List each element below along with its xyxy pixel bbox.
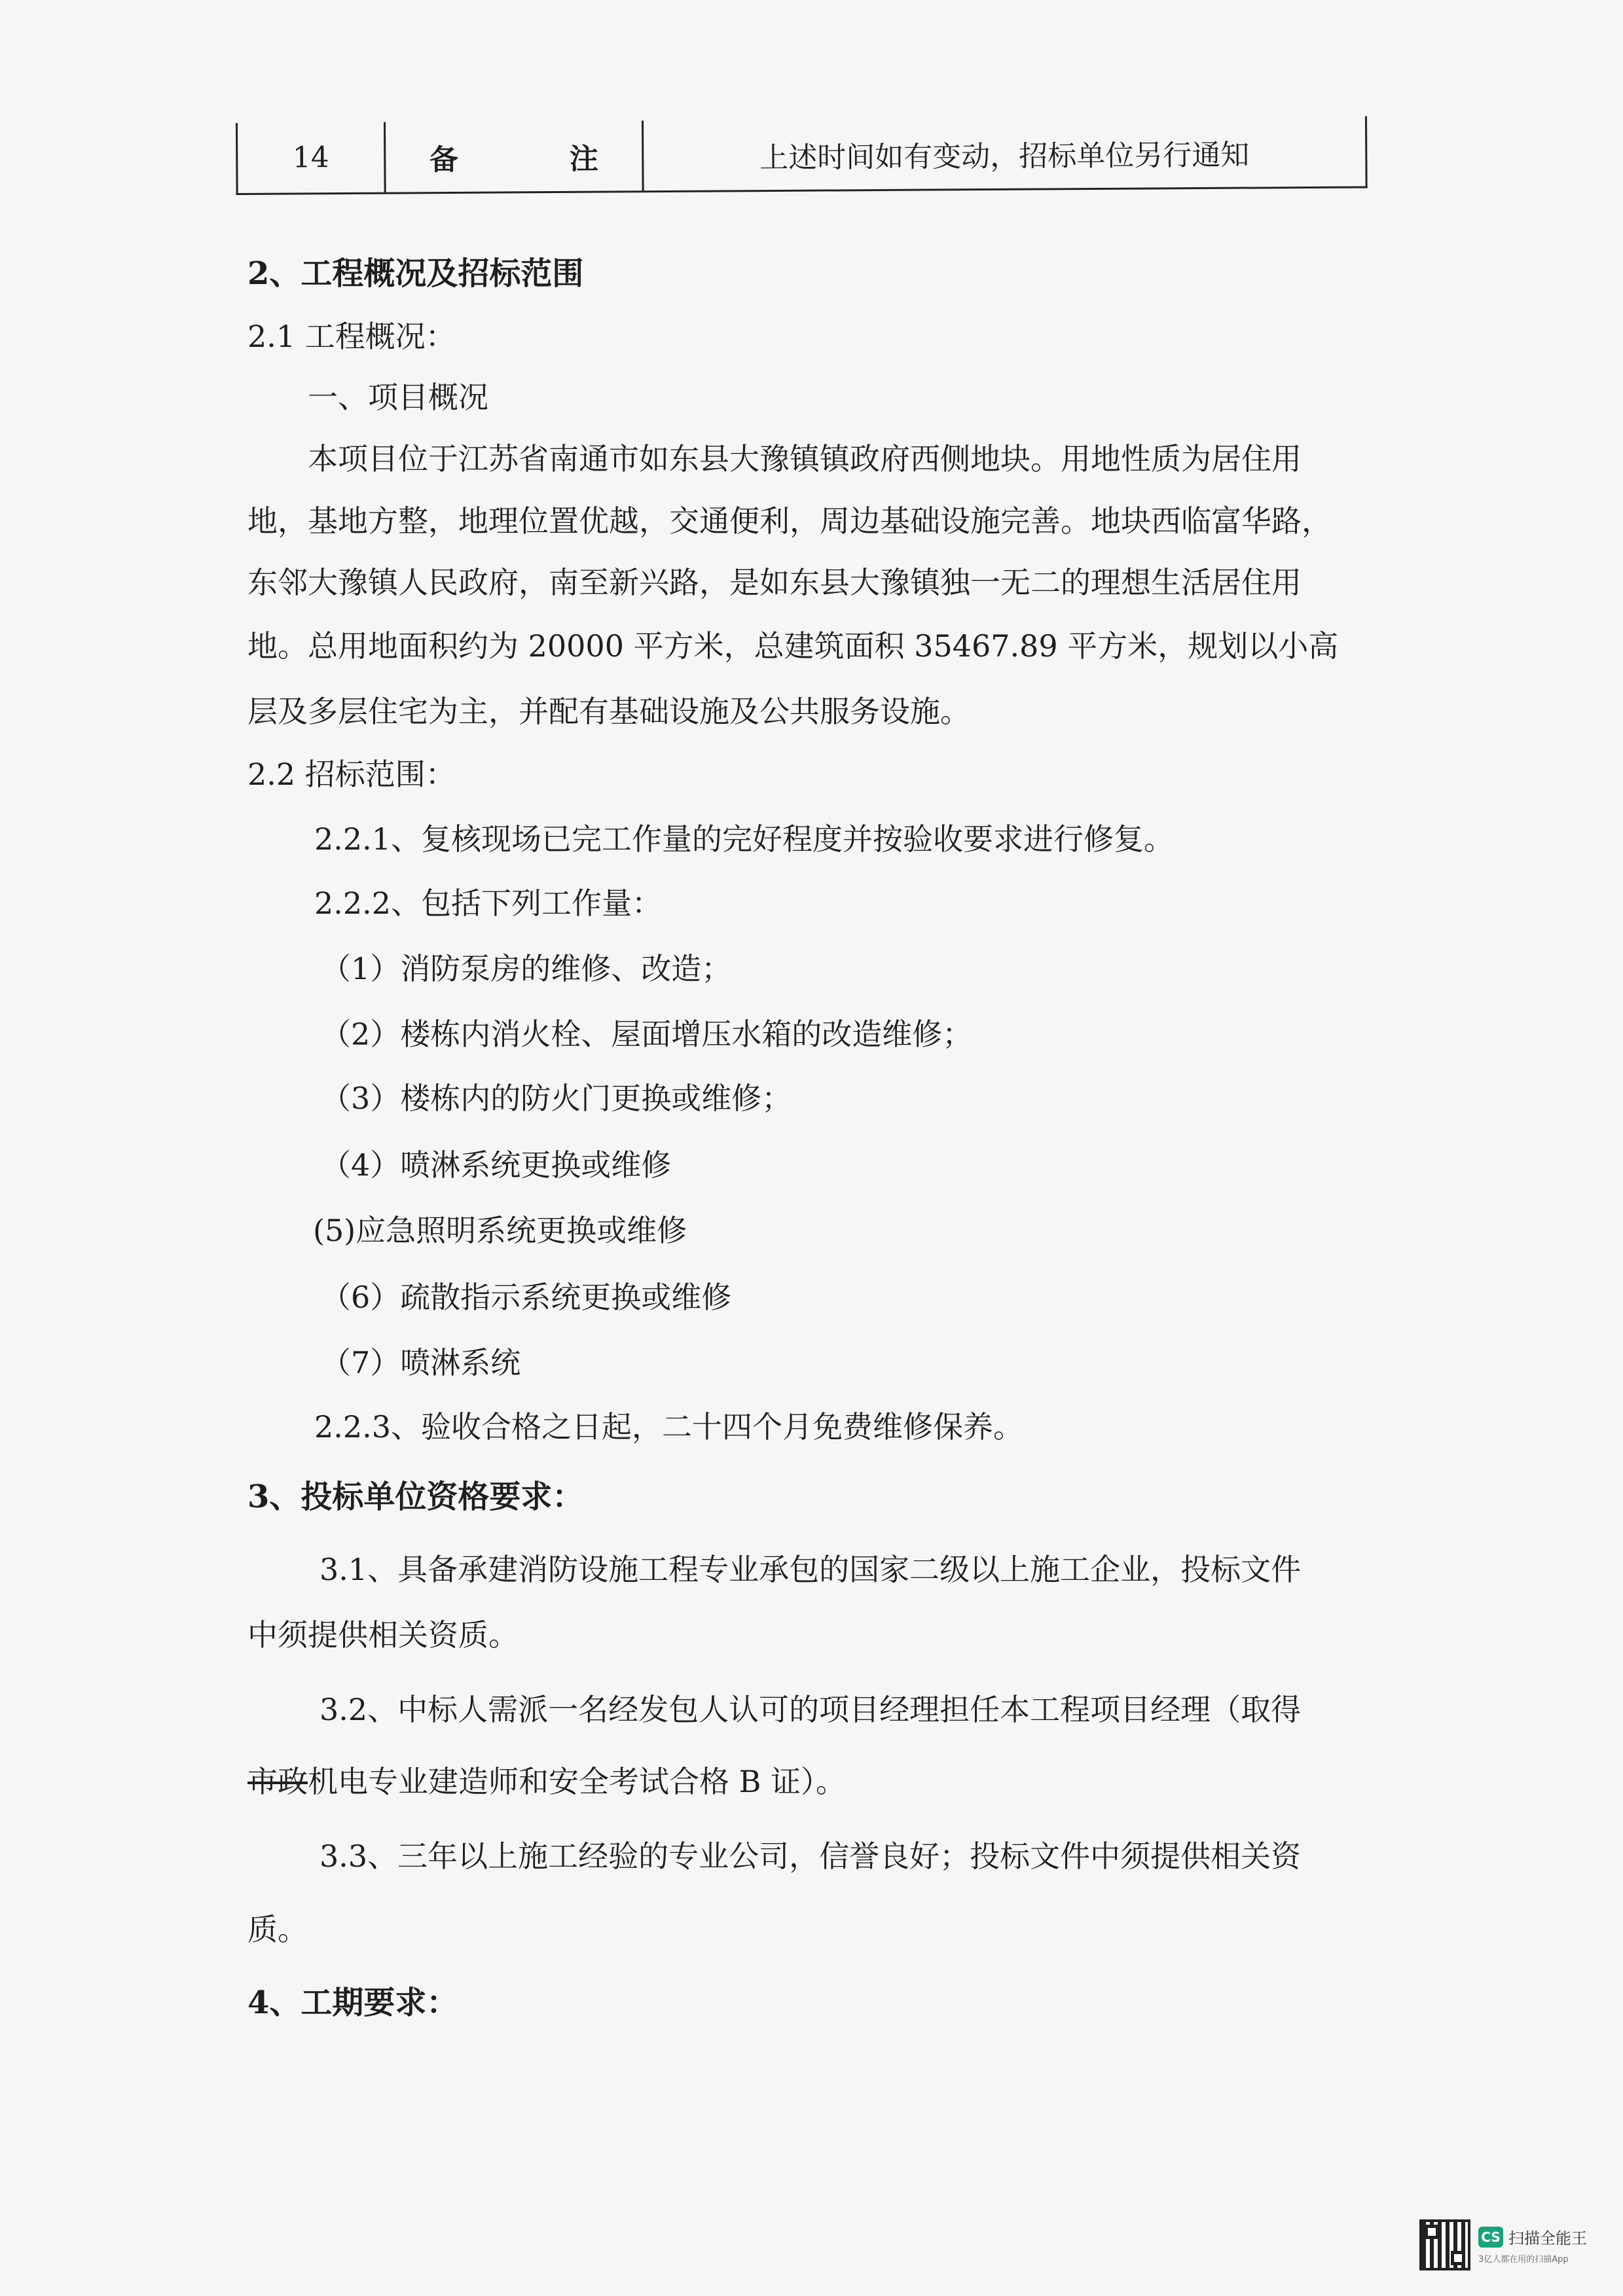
row-number: 14: [238, 122, 386, 193]
subheading: 一、项目概况: [308, 380, 488, 415]
watermark-subtitle: 3亿人都在用的扫描App: [1478, 2255, 1569, 2265]
list-item: 2.2.2、包括下列工作量：: [314, 886, 663, 921]
paragraph-line: 层及多层住宅为主，并配有基础设施及公共服务设施。: [247, 694, 970, 729]
paragraph-line: [247, 1762, 846, 1801]
paragraph-line: 质。: [247, 1912, 308, 1947]
paragraph-line: 地。总用地面积约为 20000 平方米，总建筑面积 35467.89 平方米，规划以小高: [247, 628, 1339, 664]
list-item: （1）消防泵房的维修、改造；: [321, 951, 732, 986]
section-heading: 4、工期要求：: [247, 1984, 458, 2021]
list-item: （4）喷淋系统更换或维修: [321, 1147, 672, 1183]
row-label-left: 备: [429, 143, 459, 177]
watermark-name: 扫描全能王: [1508, 2229, 1587, 2248]
paragraph-line: 东邻大豫镇人民政府，南至新兴路，是如东县大豫镇独一无二的理想生活居住用: [247, 565, 1302, 600]
paragraph-line: 3.1、具备承建消防设施工程专业承包的国家二级以上施工企业，投标文件: [319, 1552, 1302, 1587]
list-item: （7）喷淋系统: [321, 1345, 521, 1380]
paragraph-line: 中须提供相关资质。: [247, 1617, 519, 1653]
list-item: 2.2.1、复核现场已完工作量的完好程度并按验收要求进行修复。: [314, 821, 1175, 857]
subsection-heading: 2.2 招标范围：: [247, 757, 456, 792]
scanner-watermark: [1419, 2212, 1609, 2278]
subsection-heading: 2.1 工程概况：: [247, 319, 456, 354]
paragraph-line: 地，基地方整，地理位置优越，交通便利，周边基础设施完善。地块西临富华路，: [247, 503, 1332, 539]
list-item: 2.2.3、验收合格之日起，二十四个月免费维修保养。: [314, 1409, 1024, 1444]
struck-text: 市政: [247, 1764, 308, 1799]
list-item: （2）楼栋内消火栓、屋面增压水箱的改造维修；: [321, 1016, 973, 1052]
list-item: (5)应急照明系统更换或维修: [313, 1213, 687, 1248]
list-item: （6）疏散指示系统更换或维修: [321, 1280, 732, 1315]
camscanner-logo-icon: CS: [1478, 2227, 1503, 2248]
row-label-right: 注: [569, 142, 598, 176]
line-text: 机电专业建造师和安全考试合格 B 证）。: [308, 1764, 847, 1799]
qr-code-icon: [1419, 2219, 1470, 2270]
row-content: 上述时间如有变动，招标单位另行通知: [759, 138, 1250, 175]
row-label: [386, 120, 644, 192]
section-heading: 3、投标单位资格要求：: [247, 1479, 584, 1515]
paragraph-line: 3.3、三年以上施工经验的专业公司，信誉良好；投标文件中须提供相关资: [319, 1839, 1302, 1874]
paragraph-line: 3.2、中标人需派一名经发包人认可的项目经理担任本工程项目经理（取得: [319, 1692, 1302, 1727]
remarks-table-row: [236, 116, 1368, 195]
list-item: （3）楼栋内的防火门更换或维修；: [321, 1081, 792, 1116]
paragraph-line: 本项目位于江苏省南通市如东县大豫镇镇政府西侧地块。用地性质为居住用: [308, 441, 1302, 476]
section-heading: 2、工程概况及招标范围: [247, 255, 584, 292]
